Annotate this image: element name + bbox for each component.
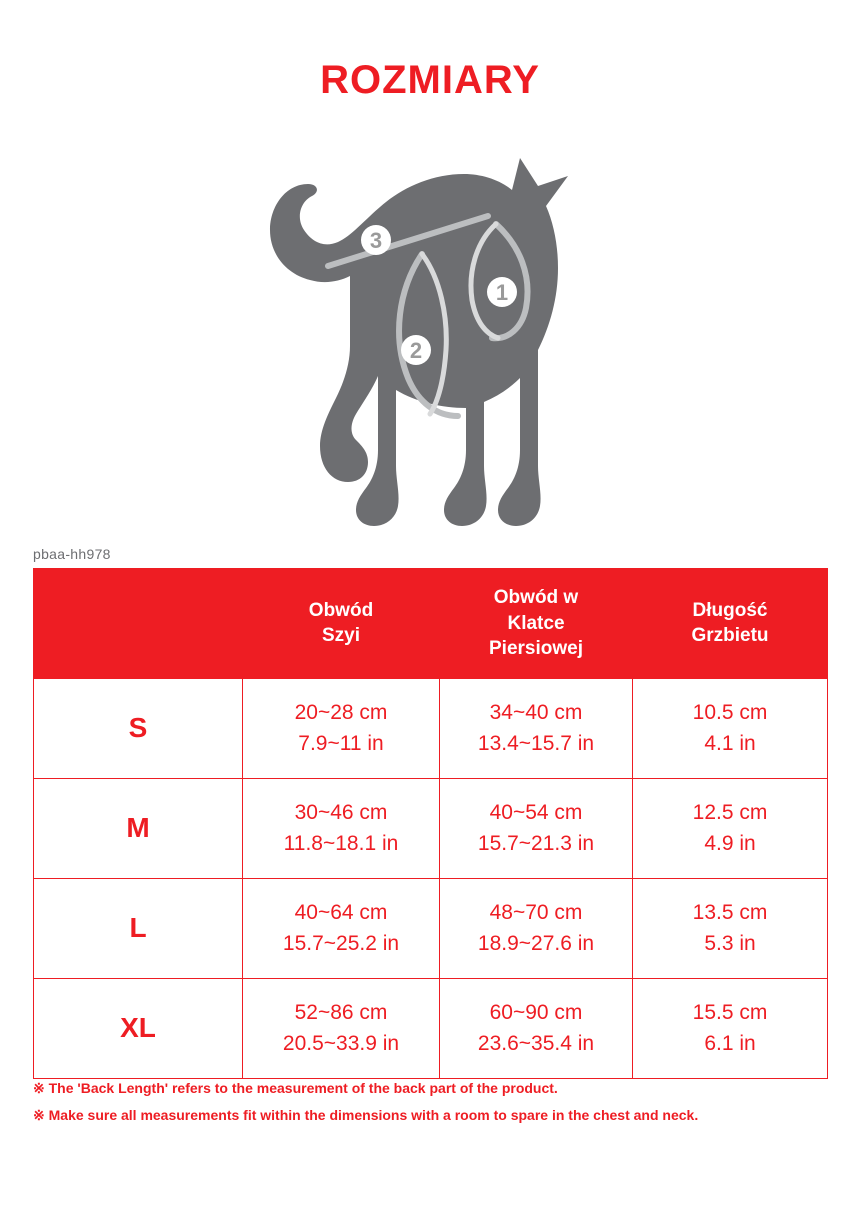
size-table-header [34, 569, 828, 679]
header-size [34, 569, 243, 679]
row-size-m: M [34, 778, 243, 878]
value-in: 13.4~15.7 in [477, 732, 595, 756]
product-sku: pbaa-hh978 [33, 546, 111, 562]
value-in: 5.3 in [704, 932, 756, 956]
size-table [33, 568, 828, 1079]
value-cm: 40~64 cm [294, 900, 388, 924]
cell-neck-xl [243, 978, 440, 1078]
table-row [34, 778, 828, 878]
label-2-text: 2 [409, 338, 423, 363]
header-neck-line1: Obwód [308, 599, 374, 621]
value-cm: 52~86 cm [294, 1000, 388, 1024]
value-in: 4.9 in [704, 832, 756, 856]
row-size-s: S [34, 678, 243, 778]
value-cm: 13.5 cm [692, 900, 768, 924]
value-cm: 20~28 cm [294, 700, 388, 724]
cell-neck-s [243, 678, 440, 778]
value-cm: 34~40 cm [489, 700, 583, 724]
cell-neck-l [243, 878, 440, 978]
value-in: 15.7~21.3 in [477, 832, 595, 856]
measurement-label-1 [487, 277, 517, 307]
value-cm: 40~54 cm [489, 800, 583, 824]
footnotes [33, 1075, 833, 1128]
measurement-label-3 [361, 225, 391, 255]
value-in: 7.9~11 in [298, 732, 384, 756]
table-row [34, 678, 828, 778]
header-neck-line2: Szyi [321, 625, 361, 647]
label-3-text: 3 [369, 228, 383, 253]
value-cm: 12.5 cm [692, 800, 768, 824]
value-cm: 60~90 cm [489, 1000, 583, 1024]
dog-measurement-diagram [0, 150, 860, 540]
table-row [34, 978, 828, 1078]
value-in: 18.9~27.6 in [477, 932, 595, 956]
header-chest-line1: Obwód w [493, 587, 579, 608]
page-title: ROZMIARY [320, 58, 540, 102]
value-cm: 10.5 cm [692, 700, 768, 724]
table-header-row [34, 569, 828, 679]
cell-neck-m [243, 778, 440, 878]
dog-illustration [220, 150, 640, 530]
cell-chest-l [440, 878, 633, 978]
cell-back-s [633, 678, 828, 778]
measurement-label-2 [401, 335, 431, 365]
header-back-line1: Długość [692, 599, 768, 621]
value-in: 15.7~25.2 in [282, 932, 400, 956]
value-in: 4.1 in [704, 732, 756, 756]
value-cm: 15.5 cm [692, 1000, 768, 1024]
footnote-fit: ※ Make sure all measurements fit within the dimensions with a room to spare in the chest and neck. [33, 1106, 699, 1123]
row-size-l: L [34, 878, 243, 978]
cell-back-xl [633, 978, 828, 1078]
value-cm: 30~46 cm [294, 800, 388, 824]
label-1-text: 1 [495, 280, 509, 305]
cell-back-m [633, 778, 828, 878]
footnote-back-length: ※ The 'Back Length' refers to the measurement of the back part of the product. [33, 1080, 558, 1096]
header-chest-line2: Klatce [507, 612, 565, 634]
cell-chest-m [440, 778, 633, 878]
value-in: 6.1 in [704, 1032, 756, 1056]
cell-chest-s [440, 678, 633, 778]
cell-back-l [633, 878, 828, 978]
row-size-xl: XL [34, 978, 243, 1078]
value-in: 11.8~18.1 in [283, 832, 399, 856]
value-in: 23.6~35.4 in [477, 1032, 595, 1056]
value-in: 20.5~33.9 in [282, 1032, 400, 1056]
size-table-body [34, 678, 828, 1078]
header-neck-circumference [243, 569, 440, 679]
value-cm: 48~70 cm [489, 900, 583, 924]
header-chest-circumference [440, 569, 633, 679]
cell-chest-xl [440, 978, 633, 1078]
header-back-line2: Grzbietu [691, 625, 769, 647]
header-back-length [633, 569, 828, 679]
table-row [34, 878, 828, 978]
header-chest-line3: Piersiowej [489, 638, 583, 660]
